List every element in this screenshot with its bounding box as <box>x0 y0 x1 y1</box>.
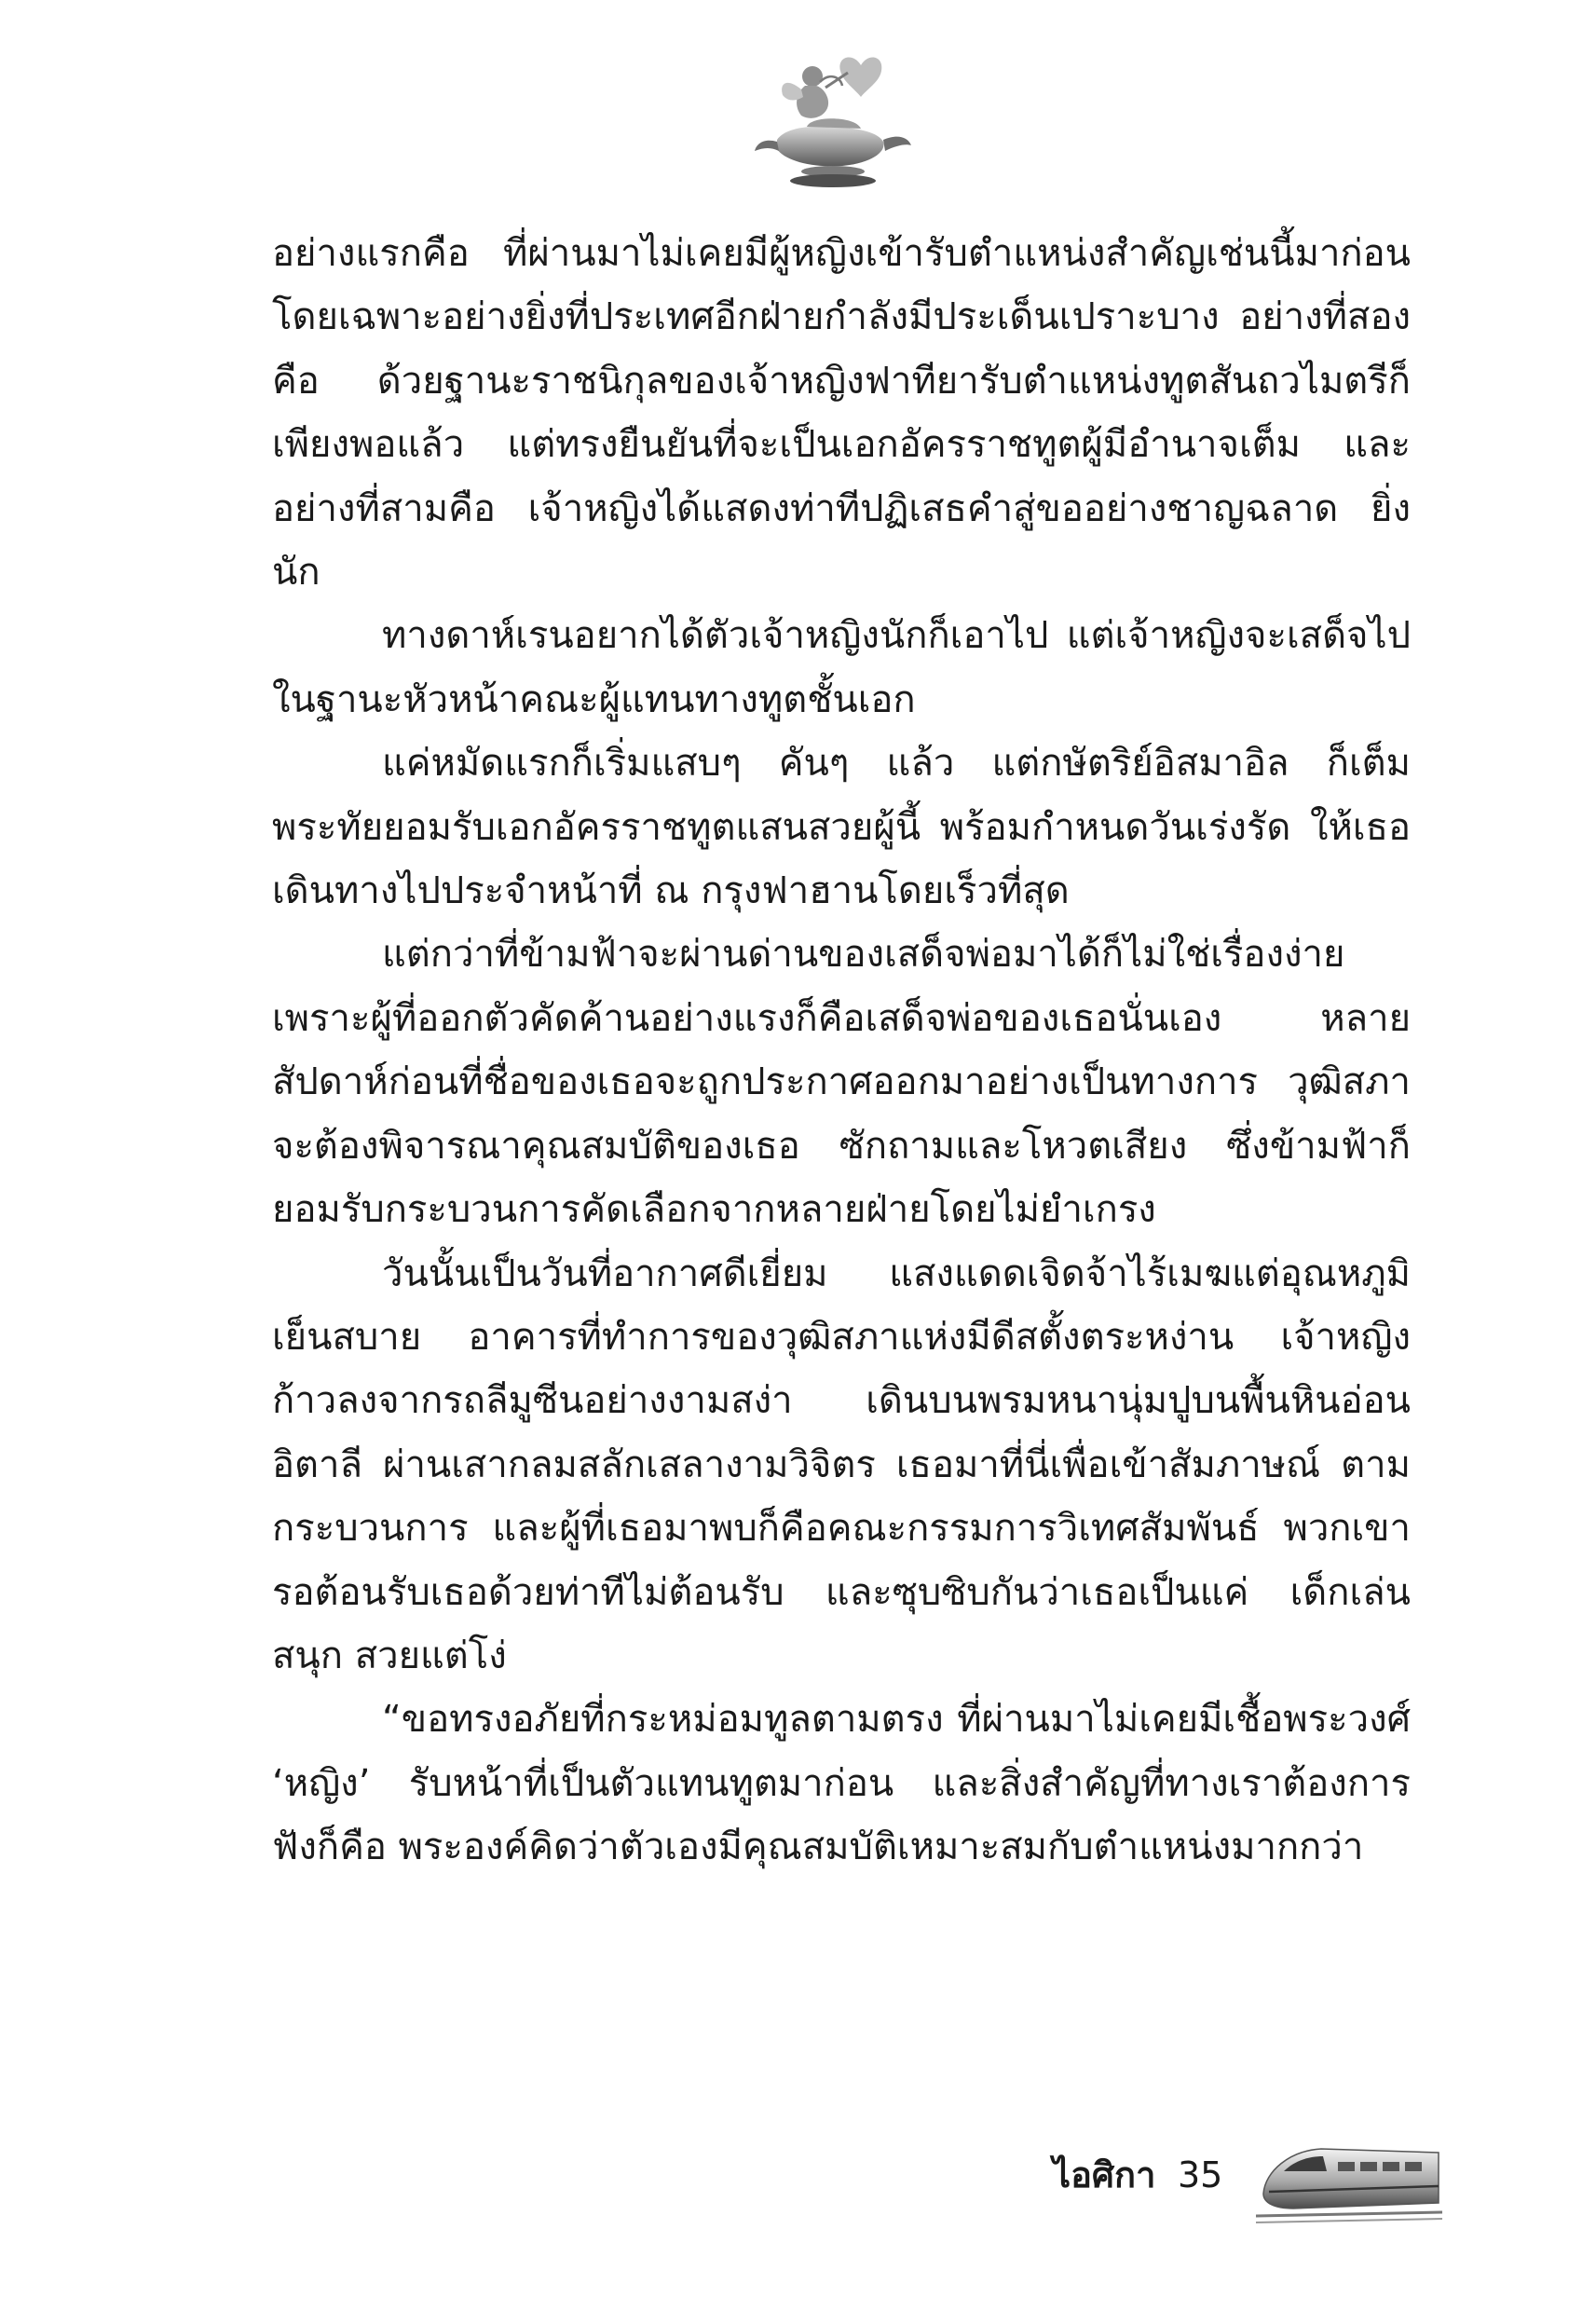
footer-book-title: ไอศิกา <box>1053 2154 1156 2195</box>
paragraph-6: “ขอทรงอภัยที่กระหม่อมทูลตามตรง ที่ผ่านมาไม่เคยมีเชื้อพระวงศ์ ‘หญิง’ รับหน้าที่เป็นตัวแทนทูตมาก่อน และสิ่งสำคัญที่ทางเราต้องการ ฟังก็คือ พระองค์คิดว่าตัวเองมีคุณสมบัติเหมาะสมกับตำแหน่งมากกว่า <box>272 1698 1411 1869</box>
paragraph-5: วันนั้นเป็นวันที่อากาศดีเยี่ยม แสงแดดเจิดจ้าไร้เมฆแต่อุณหภูมิ เย็นสบาย อาคารที่ทำการของวุฒิสภาแห่งมีดีสตั้งตระหง่าน เจ้าหญิง ก้าวลงจากรถลีมูซีนอย่างงามสง่า เดินบนพรมหนานุ่มปูบนพื้นหินอ่อน อิตาลี ผ่านเสากลมสลักเสลางามวิจิตร เธอมาที่นี่เพื่อเข้าสัมภาษณ์ ตามกระบวนการ และผู้ที่เธอมาพบก็คือคณะกรรมการวิเทศสัมพันธ์ พวกเขารอต้อนรับเธอด้วยท่าทีไม่ต้อนรับ และซุบซิบกันว่าเธอเป็นแค่ เด็กเล่นสนุก สวยแต่โง่ <box>272 1251 1411 1677</box>
body-text <box>272 222 1411 1880</box>
paragraph-1: อย่างแรกคือ ที่ผ่านมาไม่เคยมีผู้หญิงเข้ารับตำแหน่งสำคัญเช่นนี้มาก่อน โดยเฉพาะอย่างยิ่งที่ประเทศอีกฝ่ายกำลังมีประเด็นเปราะบาง อย่างที่สอง คือ ด้วยฐานะราชนิกุลของเจ้าหญิงฟาทียารับตำแหน่งทูตสันถวไมตรีก็เพียงพอแล้ว แต่ทรงยืนยันที่จะเป็นเอกอัครราชทูตผู้มีอำนาจเต็ม และอย่างที่สามคือ เจ้าหญิงได้แสดงท่าทีปฏิเสธคำสู่ขออย่างชาญฉลาด ยิ่งนัก <box>272 232 1411 595</box>
paragraph-3: แค่หมัดแรกก็เริ่มแสบๆ คันๆ แล้ว แต่กษัตริย์อิสมาอิล ก็เต็มพระทัยยอมรับเอกอัครราชทูตแสนสวยผู้นี้ พร้อมกำหนดวันเร่งรัด ให้เธอเดินทางไปประจำหน้าที่ ณ กรุงฟาฮานโดยเร็วที่สุด <box>272 742 1411 913</box>
paragraph-4: แต่กว่าที่ข้ามฟ้าจะผ่านด่านของเสด็จพ่อมาได้ก็ไม่ใช่เรื่องง่าย เพราะผู้ที่ออกตัวคัดค้านอย่างแรงก็คือเสด็จพ่อของเธอนั่นเอง หลายสัปดาห์ก่อนที่ชื่อของเธอจะถูกประกาศออกมาอย่างเป็นทางการ วุฒิสภาจะต้องพิจารณาคุณสมบัติของเธอ ซักถามและโหวตเสียง ซึ่งข้ามฟ้าก็ยอมรับกระบวนการคัดเลือกจากหลายฝ่ายโดยไม่ยำเกรง <box>272 933 1411 1232</box>
paragraph-2: ทางดาห์เรนอยากได้ตัวเจ้าหญิงนักก็เอาไป แต่เจ้าหญิงจะเสด็จไป ในฐานะหัวหน้าคณะผู้แทนทางทูตชั้นเอก <box>272 614 1411 721</box>
cherub-teapot-emblem-icon <box>751 45 919 194</box>
page-number: 35 <box>1178 2154 1223 2195</box>
high-speed-train-icon <box>1256 2134 1442 2227</box>
page-footer <box>988 2134 1435 2236</box>
